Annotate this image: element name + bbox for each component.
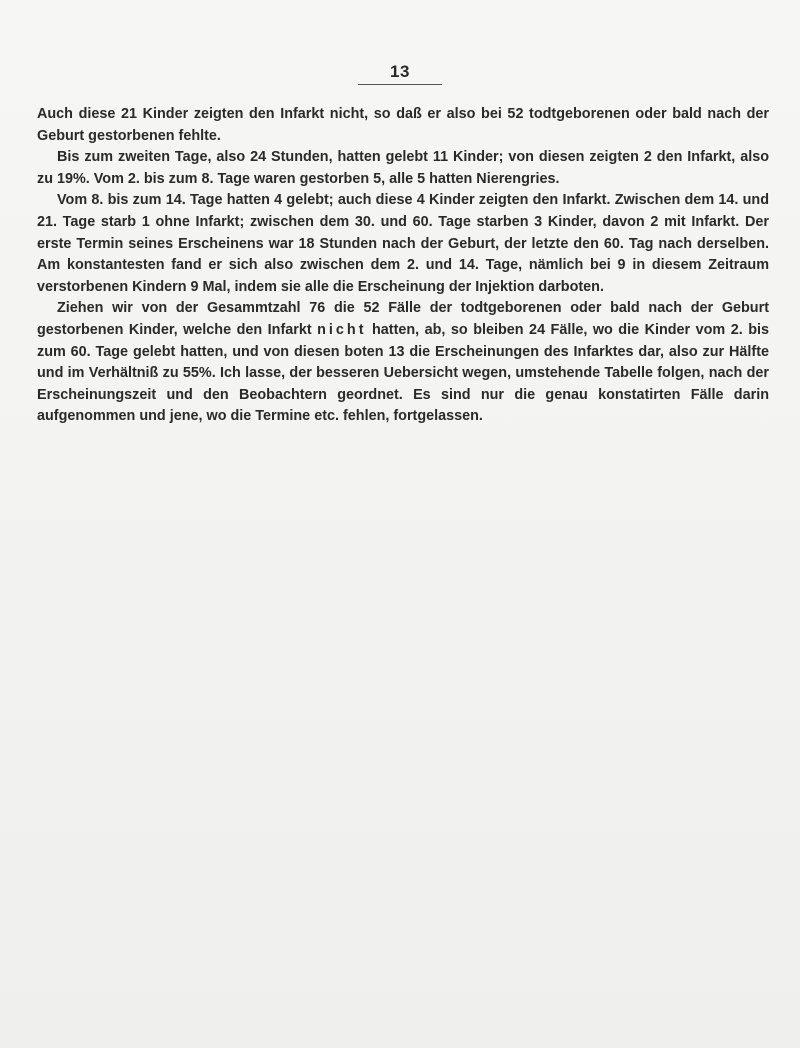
paragraph-3-text: Vom 8. bis zum 14. Tage hatten 4 gelebt; auch diese 4 Kinder zeigten den Infarkt. Zwischen dem 14. und 21. Tage starb 1 ohne Infarkt; zwischen dem 30. und 60. Tage starben 3 Kinder, davon 2 mit Infarkt. Der erste Termin seines Erscheinens war 18 Stunden nach der Geburt, der letzte den 60. Tag nach derselben. Am konstantesten fand er sich also zwischen dem 2. und 14. Tage, nämlich bei 9 in diesem Zeitraum verstorbenen Kindern 9 Mal, indem sie alle die Erscheinung der Injektion darboten. — [37, 192, 769, 295]
paragraph-1 — [37, 104, 769, 147]
paragraph-2 — [37, 147, 769, 190]
paragraph-1-text: Auch diese 21 Kinder zeigten den Infarkt nicht, so daß er also bei 52 todtgeborenen oder bald nach der Geburt gestorbenen fehlte. — [37, 106, 769, 144]
paragraph-4-emphasis: nicht — [317, 321, 367, 338]
page-number — [0, 62, 800, 85]
paragraph-2-text: Bis zum zweiten Tage, also 24 Stunden, hatten gelebt 11 Kinder; von diesen zeigten 2 den Infarkt, also zu 19%. Vom 2. bis zum 8. Tage waren gestorben 5, alle 5 hatten Nierengries. — [37, 149, 769, 187]
body-text — [37, 104, 769, 428]
paragraph-4-text-post: hatten, ab, so bleiben 24 Fälle, wo die Kinder vom 2. bis zum 60. Tage gelebt hatten, und von diesen boten 13 die Erscheinungen des Infarktes dar, also zur Hälfte und im Verhältniß zu 55%. Ich lasse, der besseren Uebersicht wegen, umstehende Tabelle folgen, nach der Erscheinungszeit und den Beobachtern geordnet. Es sind nur die genau konstatirten Fälle darin aufgenommen und jene, wo die Termine etc. fehlen, fortgelassen. — [37, 321, 769, 425]
paragraph-4 — [37, 298, 769, 428]
page-number-value: 13 — [358, 62, 442, 85]
paragraph-3 — [37, 190, 769, 298]
paragraph-4-text-pre: Ziehen wir von der Gesammtzahl 76 die 52 Fälle der todtgeborenen oder bald nach der Geburt gestorbenen Kinder, welche den Infarkt — [37, 300, 769, 338]
